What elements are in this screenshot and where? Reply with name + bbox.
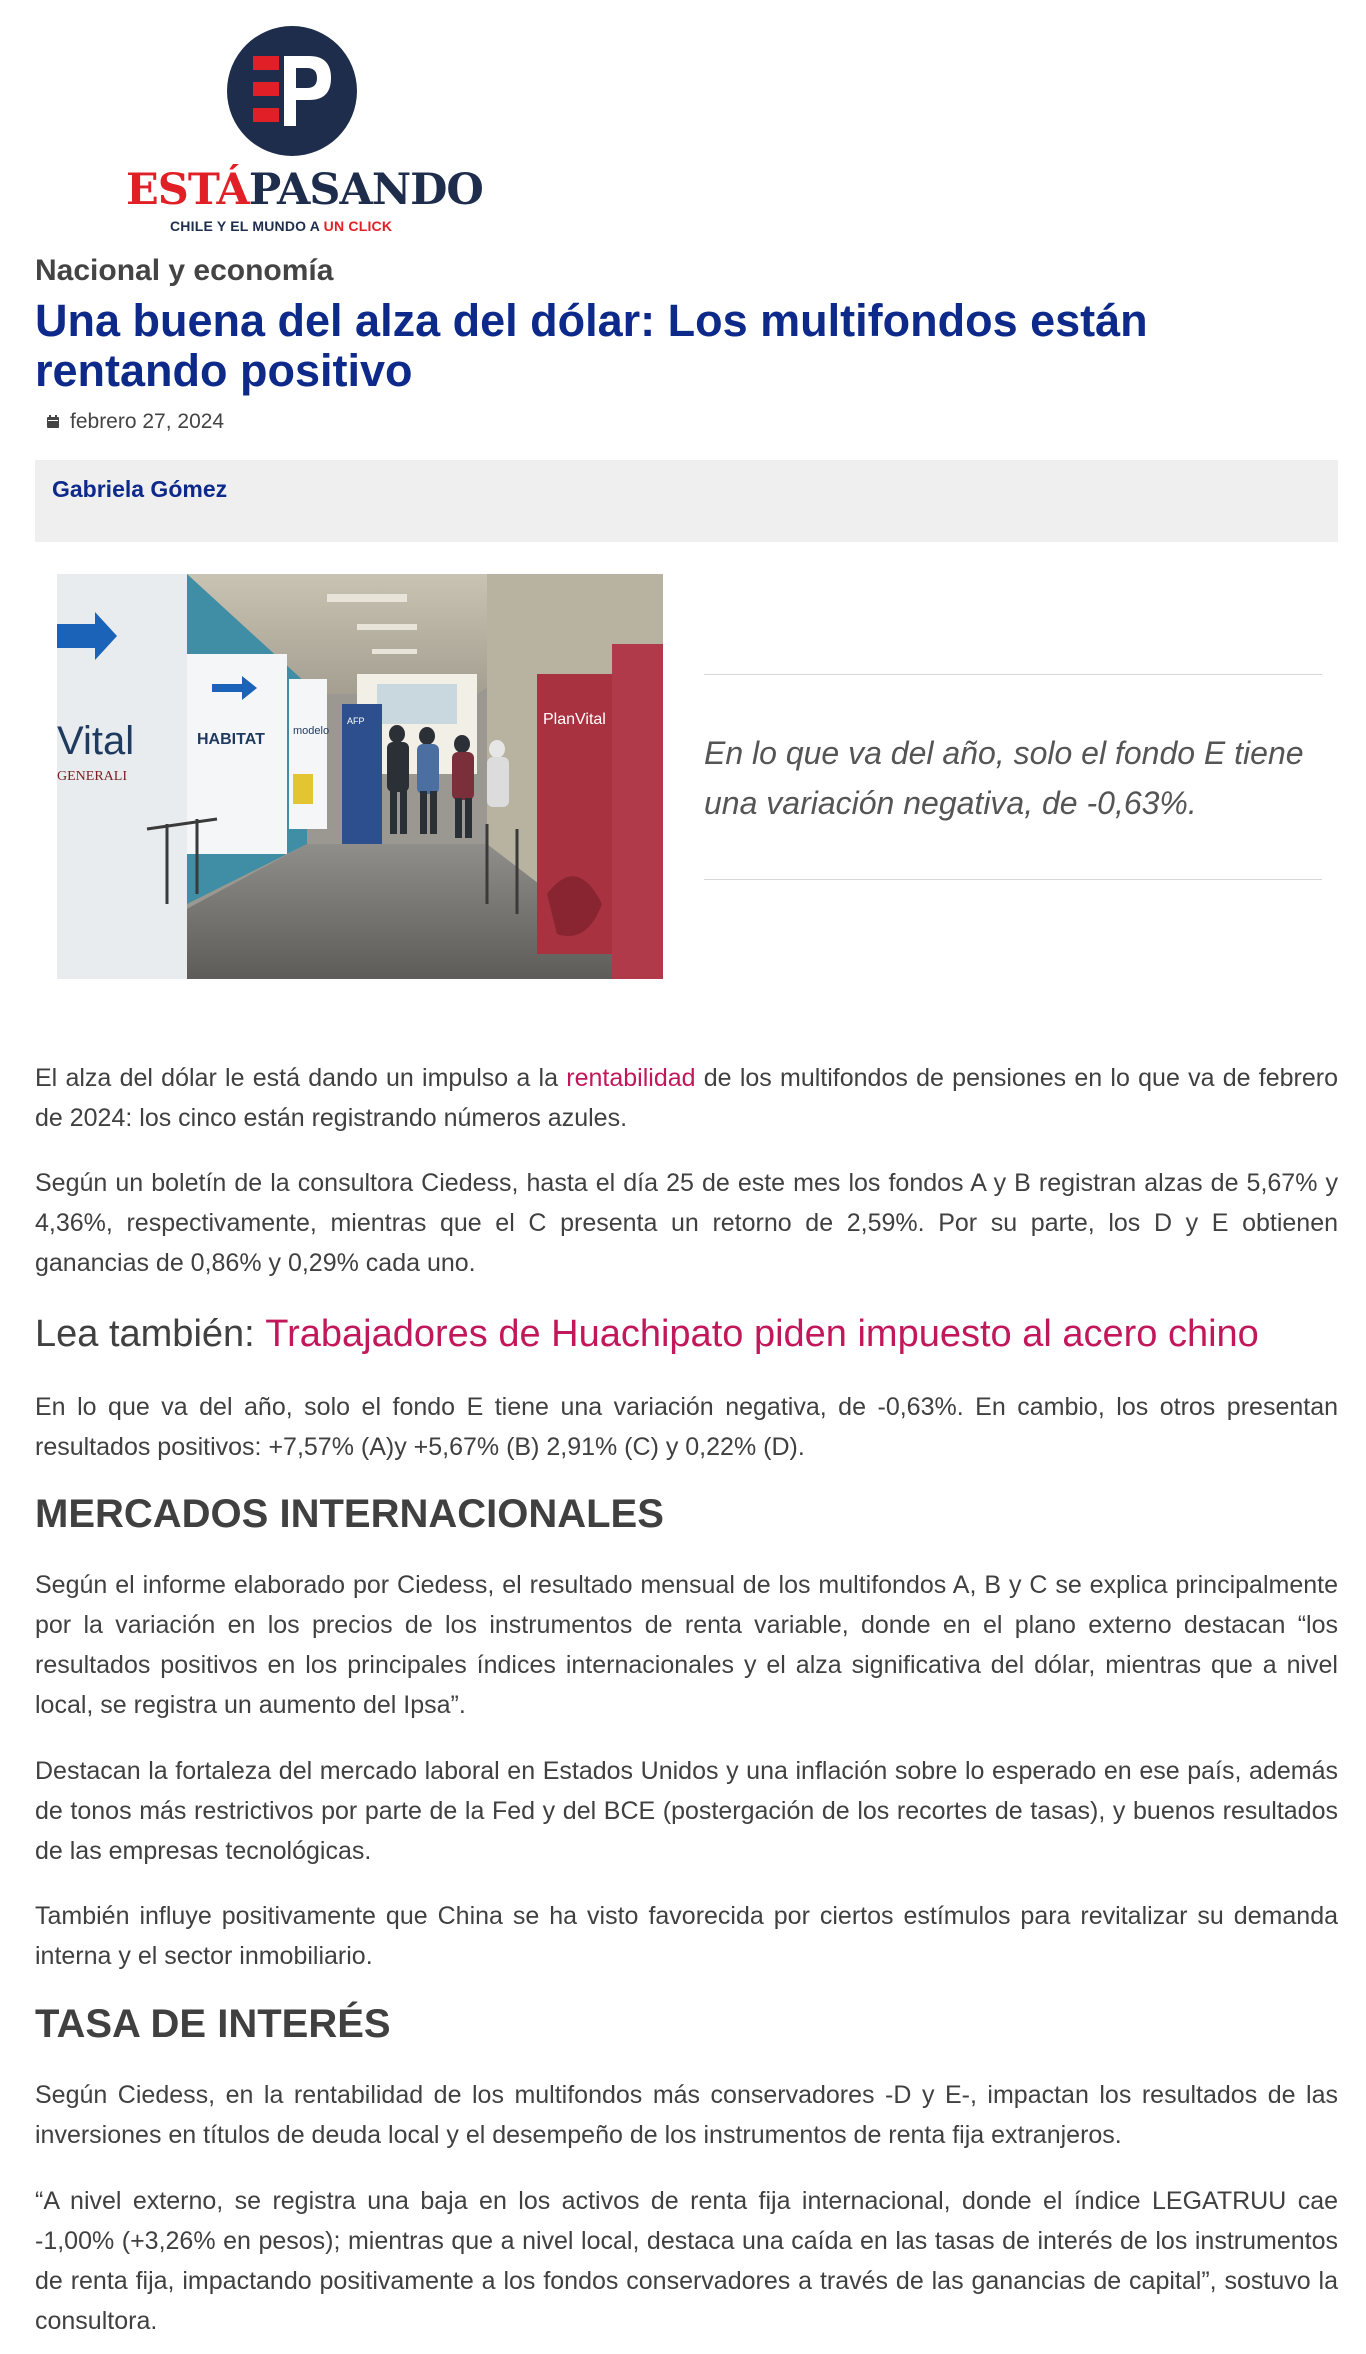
- sign-habitat: HABITAT: [197, 731, 265, 748]
- heading-mercados-internacionales: MERCADOS INTERNACIONALES: [35, 1492, 664, 1536]
- sign-vital: Vital: [57, 719, 135, 763]
- paragraph-7: Según Ciedess, en la rentabilidad de los multifondos más conservadores -D y E-, impactan los resultados de las inversiones en títulos de deuda local y el desempeño de los instrumentos de renta fija extranjeros.: [35, 2081, 1338, 2149]
- read-also-link[interactable]: Trabajadores de Huachipato piden impuesto al acero chino: [265, 1313, 1259, 1355]
- logo-wordmark: [126, 165, 483, 215]
- site-logo[interactable]: [126, 24, 483, 236]
- paragraph-8: “A nivel externo, se registra una baja en los activos de renta fija internacional, donde el índice LEGATRUU cae -1,00% (+3,26% en pesos); mientras que a nivel local, destaca una caída en las tasas de interés de los instrumentos de renta fija, impactando positivamente a los fondos conservadores a través de las ganancias de capital”, sostuvo la consultora.: [35, 2187, 1338, 2335]
- read-also: [35, 1310, 1259, 1358]
- article-title: Una buena del alza del dólar: Los multifondos están rentando positivo: [35, 295, 1148, 396]
- pull-quote: [704, 674, 1322, 880]
- article-category[interactable]: Nacional y economía: [35, 254, 334, 287]
- paragraph-2: Según un boletín de la consultora Ciedess, hasta el día 25 de este mes los fondos A y B registran alzas de 5,67% y 4,36%, respectivamente, mientras que el C presenta un retorno de 2,59%. Por su parte, los D y E obtienen ganancias de 0,86% y 0,29% cada uno.: [35, 1169, 1338, 1277]
- author-name[interactable]: Gabriela Gómez: [52, 476, 228, 502]
- pull-quote-text: En lo que va del año, solo el fondo E tiene una variación negativa, de -0,63%.: [704, 735, 1304, 821]
- sign-plan-vital: PlanVital: [543, 711, 606, 728]
- logo-tagline: [170, 218, 392, 234]
- paragraph-5: Destacan la fortaleza del mercado laboral en Estados Unidos y una inflación sobre lo esperado en ese país, además de tonos más restrictivos por parte de la Fed y del BCE (postergación de los recortes de tasas), y buenos resultados de las empresas tecnológicas.: [35, 1757, 1338, 1865]
- paragraph-6: También influye positivamente que China se ha visto favorecida por ciertos estímulos para revitalizar su demanda interna y el sector inmobiliario.: [35, 1902, 1338, 1970]
- logo-wordmark-esta: ESTÁ: [126, 165, 249, 215]
- sign-generali: GENERALI: [57, 769, 127, 784]
- heading-tasa-de-interes: TASA DE INTERÉS: [35, 2002, 391, 2046]
- sign-modelo: modelo: [293, 725, 330, 737]
- paragraph-3: En lo que va del año, solo el fondo E tiene una variación negativa, de -0,63%. En cambio, los otros presentan resultados positivos: +7,57% (A)y +5,67% (B) 2,91% (C) y 0,22% (D).: [35, 1393, 1338, 1461]
- date-text: febrero 27, 2024: [70, 410, 225, 433]
- paragraph-4: Según el informe elaborado por Ciedess, el resultado mensual de los multifondos A, B y C se explica principalmente por la variación en los precios de los instrumentos de renta variable, donde en el plano externo destacan “los resultados positivos en los principales índices internacionales y el alza significativa del dólar, mientras que a nivel local, se registra un aumento del Ipsa”.: [35, 1571, 1338, 1719]
- article-photo: [57, 574, 663, 979]
- logo-monogram-circle: [227, 26, 357, 156]
- article-date: [46, 410, 224, 434]
- logo-wordmark-pasando: PASANDO: [248, 165, 483, 215]
- logo-tagline-main: CHILE Y EL MUNDO A: [170, 218, 324, 234]
- paragraph-1-after: de los multifondos de pensiones en lo que va de febrero de 2024: los cinco están registrando números azules.: [35, 1064, 1338, 1132]
- read-also-label: Lea también:: [35, 1313, 266, 1355]
- sign-afp: AFP: [347, 716, 365, 726]
- logo-tagline-accent: UN CLICK: [323, 218, 393, 234]
- paragraph-1-before: El alza del dólar le está dando un impulso a la: [35, 1064, 567, 1092]
- paragraph-1: [35, 1058, 1338, 1138]
- hallway-photo-illustration: [57, 574, 663, 979]
- logo-monogram-icon: [227, 26, 357, 156]
- author-box: [35, 460, 1338, 542]
- calendar-icon: [46, 415, 60, 429]
- rentabilidad-link[interactable]: rentabilidad: [566, 1064, 696, 1092]
